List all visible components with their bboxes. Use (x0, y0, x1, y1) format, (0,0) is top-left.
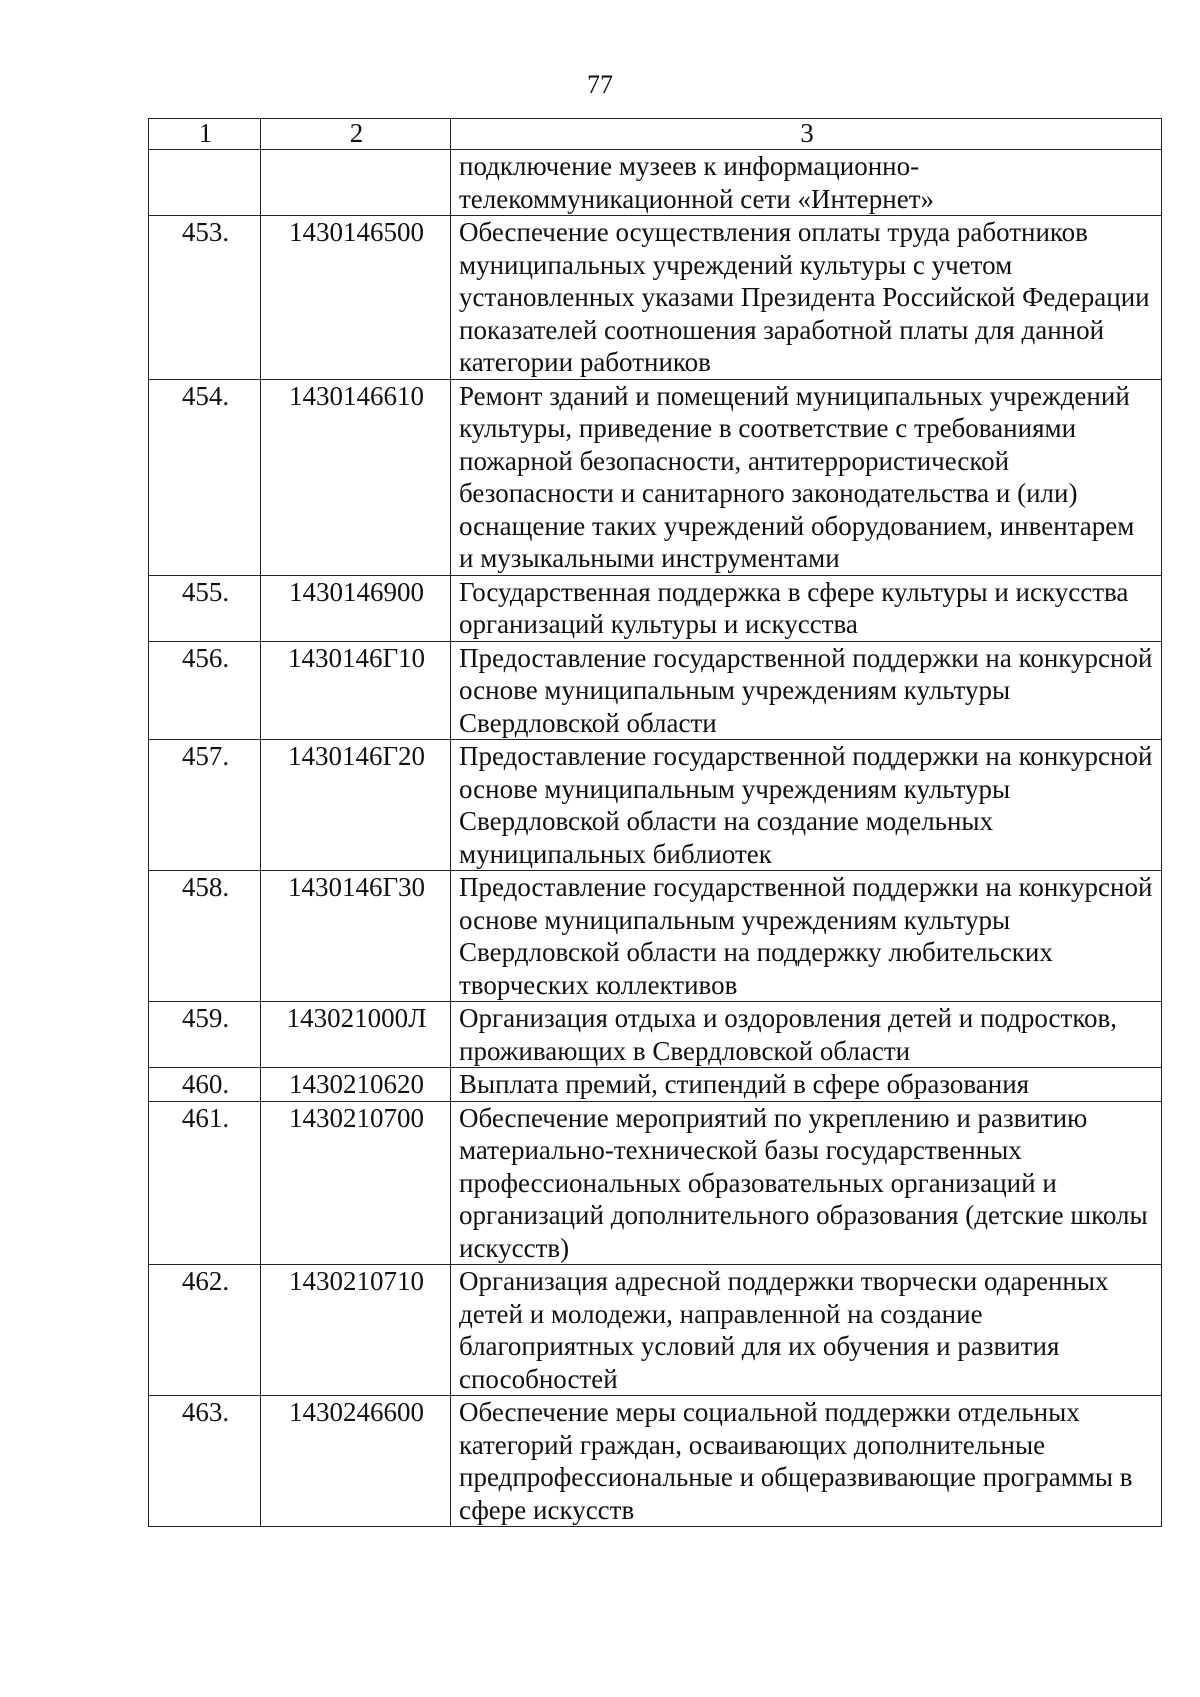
row-number: 456. (149, 641, 261, 740)
table-row (149, 1101, 1162, 1265)
row-code: 1430246600 (261, 1396, 451, 1527)
row-number: 458. (149, 871, 261, 1002)
table-row (149, 1265, 1162, 1396)
table-header-row (149, 119, 1162, 150)
row-code: 1430210620 (261, 1068, 451, 1102)
table-row (149, 379, 1162, 575)
row-number: 457. (149, 740, 261, 871)
row-description: Обеспечение меры социальной поддержки отдельных категорий граждан, осваивающих дополнительные предпрофессиональные и общеразвивающие программы в сфере искусств (451, 1396, 1162, 1527)
table-row (149, 641, 1162, 740)
row-description: Организация адресной поддержки творчески одаренных детей и молодежи, направленной на создание благоприятных условий для их обучения и развития способностей (451, 1265, 1162, 1396)
table-row (149, 740, 1162, 871)
row-code: 1430146900 (261, 575, 451, 641)
table-row (149, 575, 1162, 641)
row-code: 1430210710 (261, 1265, 451, 1396)
row-number: 462. (149, 1265, 261, 1396)
row-number (149, 150, 261, 216)
row-description: Предоставление государственной поддержки на конкурсной основе муниципальным учреждениям культуры Свердловской области на создание модельных муниципальных библиотек (451, 740, 1162, 871)
row-description: Организация отдыха и оздоровления детей и подростков, проживающих в Свердловской области (451, 1002, 1162, 1068)
row-number: 453. (149, 216, 261, 380)
row-description: Обеспечение мероприятий по укреплению и развитию материально-технической базы государственных профессиональных образовательных организаций и организаций дополнительного образования (детские школы искусств) (451, 1101, 1162, 1265)
row-code: 1430146Г20 (261, 740, 451, 871)
table-row (149, 871, 1162, 1002)
row-code: 1430210700 (261, 1101, 451, 1265)
row-description: Выплата премий, стипендий в сфере образования (451, 1068, 1162, 1102)
row-description: Ремонт зданий и помещений муниципальных учреждений культуры, приведение в соответствие с требованиями пожарной безопасности, антитеррористической безопасности и санитарного законодательства и (или) оснащение таких учреждений оборудованием, инвентарем и музыкальными инструментами (451, 379, 1162, 575)
table-row (149, 1396, 1162, 1527)
row-description: Обеспечение осуществления оплаты труда работников муниципальных учреждений культуры с учетом установленных указами Президента Российской Федерации показателей соотношения заработной платы для данной категории работников (451, 216, 1162, 380)
row-code (261, 150, 451, 216)
budget-classification-table (148, 118, 1162, 1527)
row-code: 1430146Г30 (261, 871, 451, 1002)
row-code: 1430146Г10 (261, 641, 451, 740)
header-col-3: 3 (451, 119, 1162, 150)
page-number: 77 (587, 70, 613, 99)
header-col-2: 2 (261, 119, 451, 150)
row-description: подключение музеев к информационно-телекоммуникационной сети «Интернет» (451, 150, 1162, 216)
table-row (149, 1068, 1162, 1102)
row-number: 463. (149, 1396, 261, 1527)
table-row (149, 150, 1162, 216)
table-row (149, 1002, 1162, 1068)
row-number: 460. (149, 1068, 261, 1102)
row-number: 459. (149, 1002, 261, 1068)
row-code: 1430146610 (261, 379, 451, 575)
row-number: 455. (149, 575, 261, 641)
header-col-1: 1 (149, 119, 261, 150)
row-description: Государственная поддержка в сфере культуры и искусства организаций культуры и искусства (451, 575, 1162, 641)
row-code: 1430146500 (261, 216, 451, 380)
row-number: 454. (149, 379, 261, 575)
row-code: 143021000Л (261, 1002, 451, 1068)
table-row (149, 216, 1162, 380)
row-number: 461. (149, 1101, 261, 1265)
row-description: Предоставление государственной поддержки на конкурсной основе муниципальным учреждениям культуры Свердловской области (451, 641, 1162, 740)
row-description: Предоставление государственной поддержки на конкурсной основе муниципальным учреждениям культуры Свердловской области на поддержку любительских творческих коллективов (451, 871, 1162, 1002)
